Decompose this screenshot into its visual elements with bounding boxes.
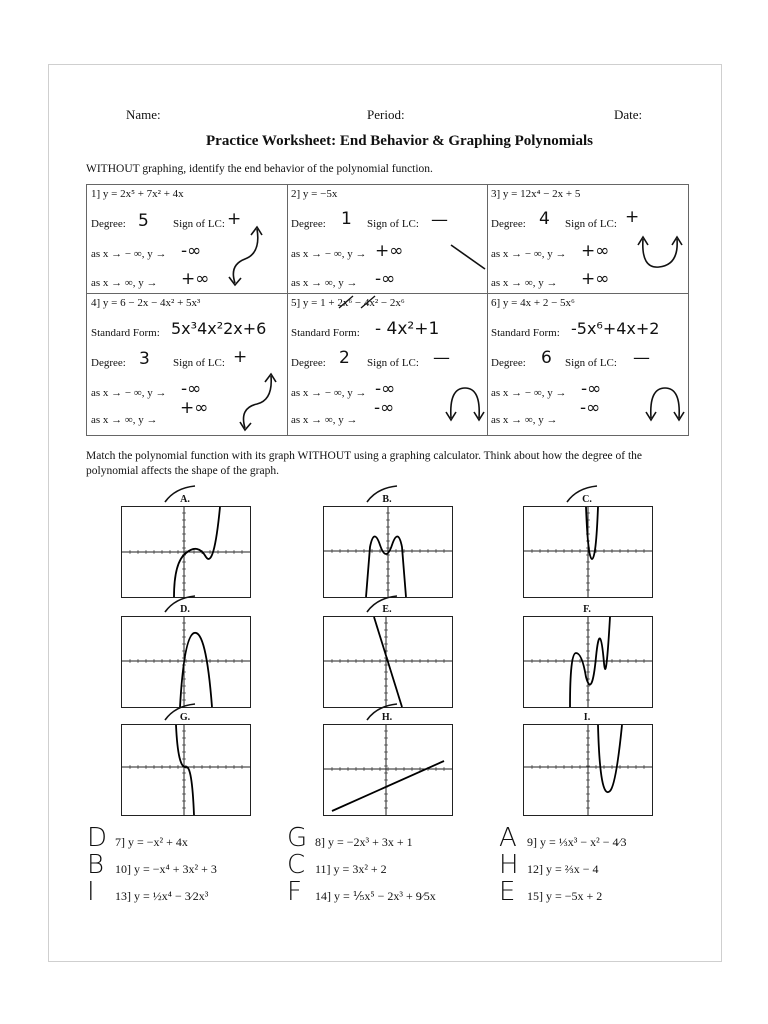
degree-answer: 2: [339, 348, 350, 368]
sign-lc-label: Sign of LC:: [367, 218, 419, 230]
sign-lc-label: Sign of LC:: [173, 357, 225, 369]
strike-mark: [337, 294, 377, 312]
name-label: Name:: [126, 107, 161, 122]
right-end-answer-5: -∞: [374, 398, 395, 418]
sign-answer: +: [227, 209, 242, 229]
worksheet-page: [48, 64, 722, 962]
standard-form-label: Standard Form:: [91, 327, 160, 339]
sketch-u-curve: [637, 233, 683, 273]
left-end-label: as x → − ∞, y →: [291, 248, 367, 260]
graph-label: C.: [582, 494, 592, 505]
graph-panel: [323, 506, 453, 598]
graph-panel: [121, 506, 251, 598]
instruction-end-behavior: WITHOUT graphing, identify the end behavior of the polynomial function.: [86, 163, 433, 175]
instruction-matching: Match the polynomial function with its graph WITHOUT using a graphing calculator. Think about how the degree of the polynomial affects the shape of the graph.: [86, 450, 643, 477]
degree-answer: 1: [341, 209, 352, 229]
graph-label: A.: [180, 494, 190, 505]
sign-lc-label: Sign of LC:: [565, 218, 617, 230]
standard-form-answer: -5x⁶+4x+2: [571, 319, 660, 338]
sketch-cap-curve: [445, 384, 485, 424]
match-equation: 10] y = −x⁴ + 3x² + 3: [115, 862, 217, 876]
graph-panel: [323, 724, 453, 816]
sign-answer: —: [431, 210, 448, 230]
match-answer-letter: E: [499, 877, 516, 907]
match-answer-letter: D: [87, 823, 108, 853]
graph-label: E.: [382, 604, 392, 615]
match-answer-letter: A: [499, 823, 517, 853]
problem-2-cell: [287, 185, 487, 309]
problem-equation: 4] y = 6 − 2x − 4x² + 5x³: [91, 297, 201, 309]
graph-label: H.: [381, 712, 393, 723]
match-equation: 12] y = ⅔x − 4: [527, 862, 599, 876]
graph-panel: [121, 616, 251, 708]
standard-form-label: Standard Form:: [491, 327, 560, 339]
match-equation: 13] y = ½x⁴ − 3⁄2x³: [115, 889, 209, 903]
sketch-arrow: [227, 225, 267, 287]
right-end-answer: -∞: [375, 269, 396, 289]
degree-answer: 5: [138, 211, 149, 231]
sign-lc-label: Sign of LC:: [565, 357, 617, 369]
sketch-cap-curve: [645, 384, 685, 424]
graph-panel: [121, 724, 251, 816]
graph-label: I.: [583, 712, 591, 723]
match-equation: 8] y = −2x³ + 3x + 1: [315, 835, 413, 849]
standard-form-answer: 5x³4x²2x+6: [171, 319, 267, 338]
right-end-label: as x → ∞, y →: [91, 414, 158, 426]
check-mark: [161, 702, 201, 722]
right-end-answer-4: +∞: [180, 398, 209, 418]
match-answer-letter: I: [87, 877, 95, 907]
degree-label: Degree:: [491, 357, 526, 369]
period-label: Period:: [367, 107, 405, 122]
check-mark: [363, 702, 403, 722]
left-end-answer: +∞: [581, 241, 610, 261]
sketch-line: [447, 241, 487, 271]
left-end-answer: -∞: [375, 379, 396, 399]
check-mark: [161, 484, 201, 504]
left-end-answer: +∞: [375, 241, 404, 261]
check-mark: [563, 484, 603, 504]
left-end-answer: -∞: [581, 379, 602, 399]
problem-equation: 5] y = 1 + 2x⁶ − 4x² − 2x⁶: [291, 297, 405, 309]
left-end-label: as x → − ∞, y →: [91, 387, 167, 399]
graph-panel: [523, 724, 653, 816]
match-answer-letter: G: [287, 823, 308, 853]
right-end-label: as x → ∞, y →: [491, 277, 558, 289]
left-end-answer: -∞: [181, 241, 202, 261]
right-end-label: as x → ∞, y →: [91, 277, 158, 289]
problem-equation: 3] y = 12x⁴ − 2x + 5: [491, 188, 581, 200]
right-end-answer: +∞: [181, 269, 210, 289]
problem-equation: 6] y = 4x + 2 − 5x⁶: [491, 297, 575, 309]
worksheet-title: Practice Worksheet: End Behavior & Graphing Polynomials: [206, 133, 593, 149]
degree-label: Degree:: [291, 357, 326, 369]
problem-equation: 2] y = −5x: [291, 188, 338, 200]
left-end-label: as x → − ∞, y →: [291, 387, 367, 399]
graph-panel: [523, 506, 653, 598]
right-end-label: as x → ∞, y →: [491, 414, 558, 426]
left-end-label: as x → − ∞, y →: [491, 387, 567, 399]
check-mark: [161, 594, 201, 614]
degree-label: Degree:: [491, 218, 526, 230]
right-end-label: as x → ∞, y →: [291, 277, 358, 289]
match-answer-letter: B: [87, 850, 105, 880]
degree-answer: 6: [541, 348, 552, 368]
left-end-label: as x → − ∞, y →: [491, 248, 567, 260]
sign-answer: +: [625, 207, 640, 227]
standard-form-answer: - 4x²+1: [375, 319, 440, 339]
degree-label: Degree:: [91, 357, 126, 369]
sketch-arrow: [239, 372, 279, 432]
standard-form-label: Standard Form:: [291, 327, 360, 339]
sign-answer: +: [233, 347, 248, 367]
degree-answer: 3: [139, 349, 150, 369]
sign-lc-label: Sign of LC:: [367, 357, 419, 369]
degree-label: Degree:: [291, 218, 326, 230]
right-end-label: as x → ∞, y →: [291, 414, 358, 426]
graph-label: F.: [583, 604, 591, 615]
right-end-answer-6: -∞: [580, 398, 601, 418]
match-answer-letter: C: [287, 850, 306, 880]
problem-1-cell: [87, 185, 287, 309]
match-equation: 9] y = ⅓x³ − x² − 4⁄3: [527, 835, 627, 849]
left-end-answer: -∞: [181, 379, 202, 399]
graph-label: G.: [179, 712, 191, 723]
graph-panel: [523, 616, 653, 708]
degree-answer: 4: [539, 209, 550, 229]
check-mark: [363, 484, 403, 504]
right-end-answer: +∞: [581, 269, 610, 289]
check-mark: [363, 594, 403, 614]
sign-lc-label: Sign of LC:: [173, 218, 225, 230]
match-answer-letter: H: [499, 850, 519, 880]
sign-answer: —: [433, 348, 450, 368]
match-answer-letter: F: [287, 877, 302, 907]
match-equation: 14] y = ⅕x⁵ − 2x³ + 9⁄5x: [315, 889, 436, 903]
date-label: Date:: [614, 107, 643, 122]
match-equation: 11] y = 3x² + 2: [315, 862, 387, 876]
left-end-label: as x → − ∞, y →: [91, 248, 167, 260]
degree-label: Degree:: [91, 218, 126, 230]
match-equation: 7] y = −x² + 4x: [115, 835, 188, 849]
problem-equation: 1] y = 2x⁵ + 7x² + 4x: [91, 188, 184, 200]
graph-label: D.: [180, 604, 190, 615]
sign-answer: —: [633, 348, 650, 368]
match-equation: 15] y = −5x + 2: [527, 889, 603, 903]
graph-label: B.: [382, 494, 392, 505]
graph-panel: [323, 616, 453, 708]
problem-3-cell: [487, 185, 687, 309]
